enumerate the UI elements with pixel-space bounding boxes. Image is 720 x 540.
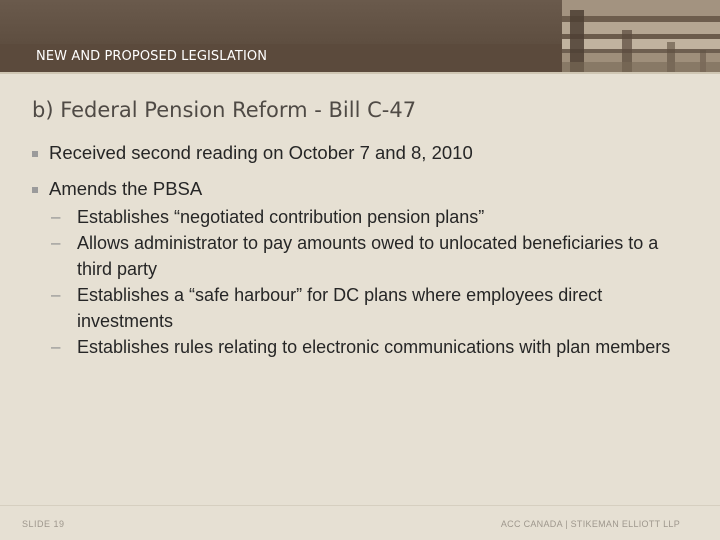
- bullet-text: Amends the PBSA: [49, 178, 203, 199]
- dash-bullet-icon: –: [51, 285, 61, 304]
- bullet-item: [32, 176, 692, 360]
- sub-bullet-item: [49, 282, 692, 334]
- sub-bullet-text: Allows administrator to pay amounts owed to unlocated beneficiaries to a third party: [77, 233, 659, 279]
- sub-bullet-item: [49, 334, 692, 360]
- dash-bullet-icon: –: [51, 207, 61, 226]
- dash-bullet-icon: –: [51, 337, 61, 356]
- slide-heading: b) Federal Pension Reform - Bill C-47: [32, 98, 417, 122]
- slide-number: SLIDE 19: [22, 519, 65, 529]
- sub-bullet-text: Establishes “negotiated contribution pension plans”: [77, 207, 485, 227]
- sub-bullet-item: [49, 230, 692, 282]
- section-title: NEW AND PROPOSED LEGISLATION: [36, 49, 268, 64]
- header-divider: [0, 72, 720, 74]
- square-bullet-icon: [32, 187, 38, 193]
- bullet-item: [32, 140, 692, 166]
- architecture-photo: [562, 0, 720, 72]
- dash-bullet-icon: –: [51, 233, 61, 252]
- sub-bullet-item: [49, 204, 692, 230]
- footer-divider: [0, 505, 720, 506]
- bullet-list: [32, 140, 692, 360]
- footer-brand: ACC CANADA | STIKEMAN ELLIOTT LLP: [500, 519, 680, 529]
- sub-bullet-text: Establishes rules relating to electronic communications with plan members: [77, 337, 671, 357]
- square-bullet-icon: [32, 151, 38, 157]
- sub-bullet-text: Establishes a “safe harbour” for DC plans where employees direct investments: [77, 285, 603, 331]
- bullet-text: Received second reading on October 7 and 8, 2010: [49, 142, 473, 163]
- sub-bullet-list: [49, 204, 692, 360]
